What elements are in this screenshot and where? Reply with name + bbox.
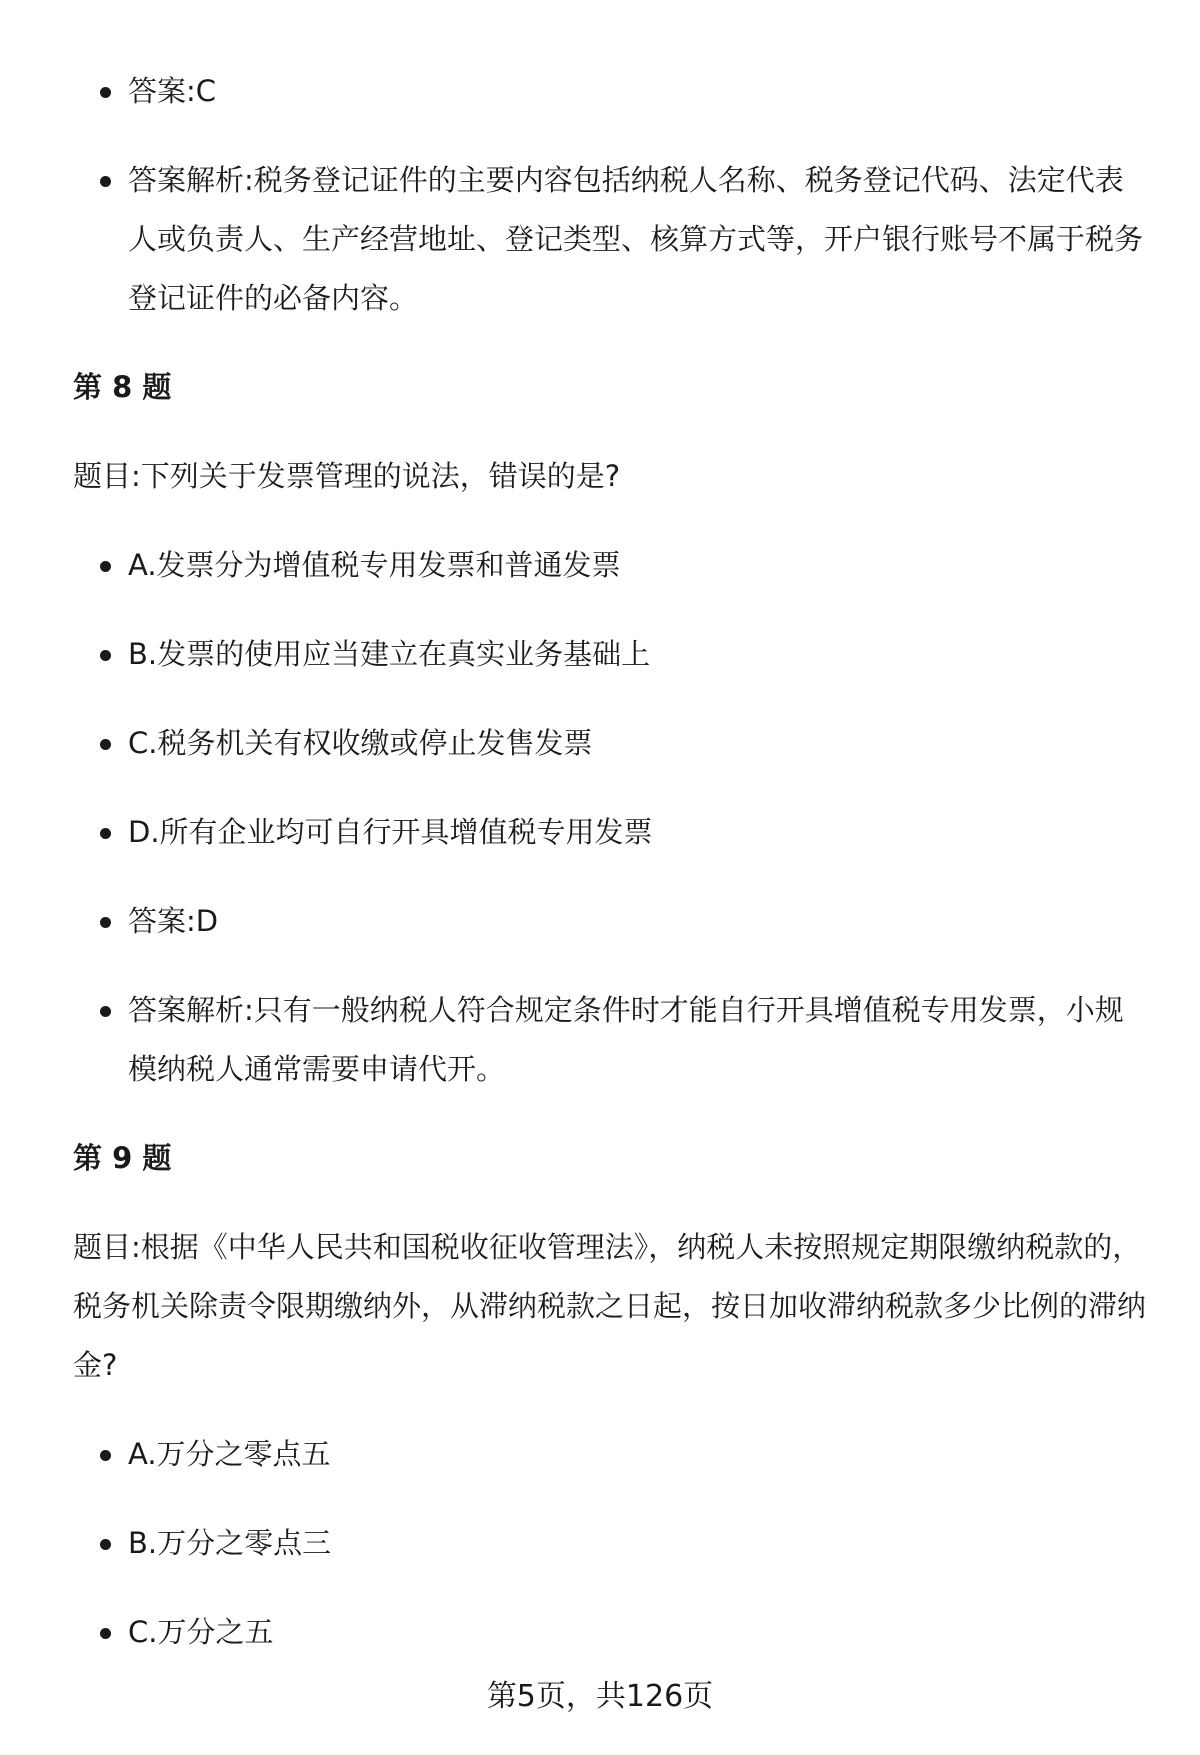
page-number-footer: 第5页，共126页 (486, 1679, 714, 1714)
q8-heading: 第 8 题 (73, 370, 172, 404)
q7-answer: 答案:C (73, 62, 1148, 121)
q9-option-b: B.万分之零点三 (73, 1514, 1148, 1573)
q8-option-d: D.所有企业均可自行开具增值税专用发票 (73, 803, 1148, 862)
q9-heading: 第 9 题 (73, 1141, 172, 1175)
page-content (73, 62, 1148, 1662)
q8-option-a: A.发票分为增值税专用发票和普通发票 (73, 536, 1148, 595)
q8-option-c: C.税务机关有权收缴或停止发售发票 (73, 714, 1148, 773)
q8-option-b: B.发票的使用应当建立在真实业务基础上 (73, 625, 1148, 684)
q9-question: 题目:根据《中华人民共和国税收征收管理法》，纳税人未按照规定期限缴纳税款的，税务机关除责令限期缴纳外，从滞纳税款之日起，按日加收滞纳税款多少比例的滞纳金? (73, 1230, 1147, 1382)
q7-analysis: 答案解析:税务登记证件的主要内容包括纳税人名称、税务登记代码、法定代表人或负责人、生产经营地址、登记类型、核算方式等，开户银行账号不属于税务登记证件的必备内容。 (73, 151, 1148, 328)
q8-answer: 答案:D (73, 892, 1148, 951)
q9-option-a: A.万分之零点五 (73, 1425, 1148, 1484)
q8-analysis: 答案解析:只有一般纳税人符合规定条件时才能自行开具增值税专用发票，小规模纳税人通常需要申请代开。 (73, 981, 1148, 1099)
q8-question: 题目:下列关于发票管理的说法，错误的是? (73, 459, 621, 493)
q9-option-c: C.万分之五 (73, 1603, 1148, 1662)
